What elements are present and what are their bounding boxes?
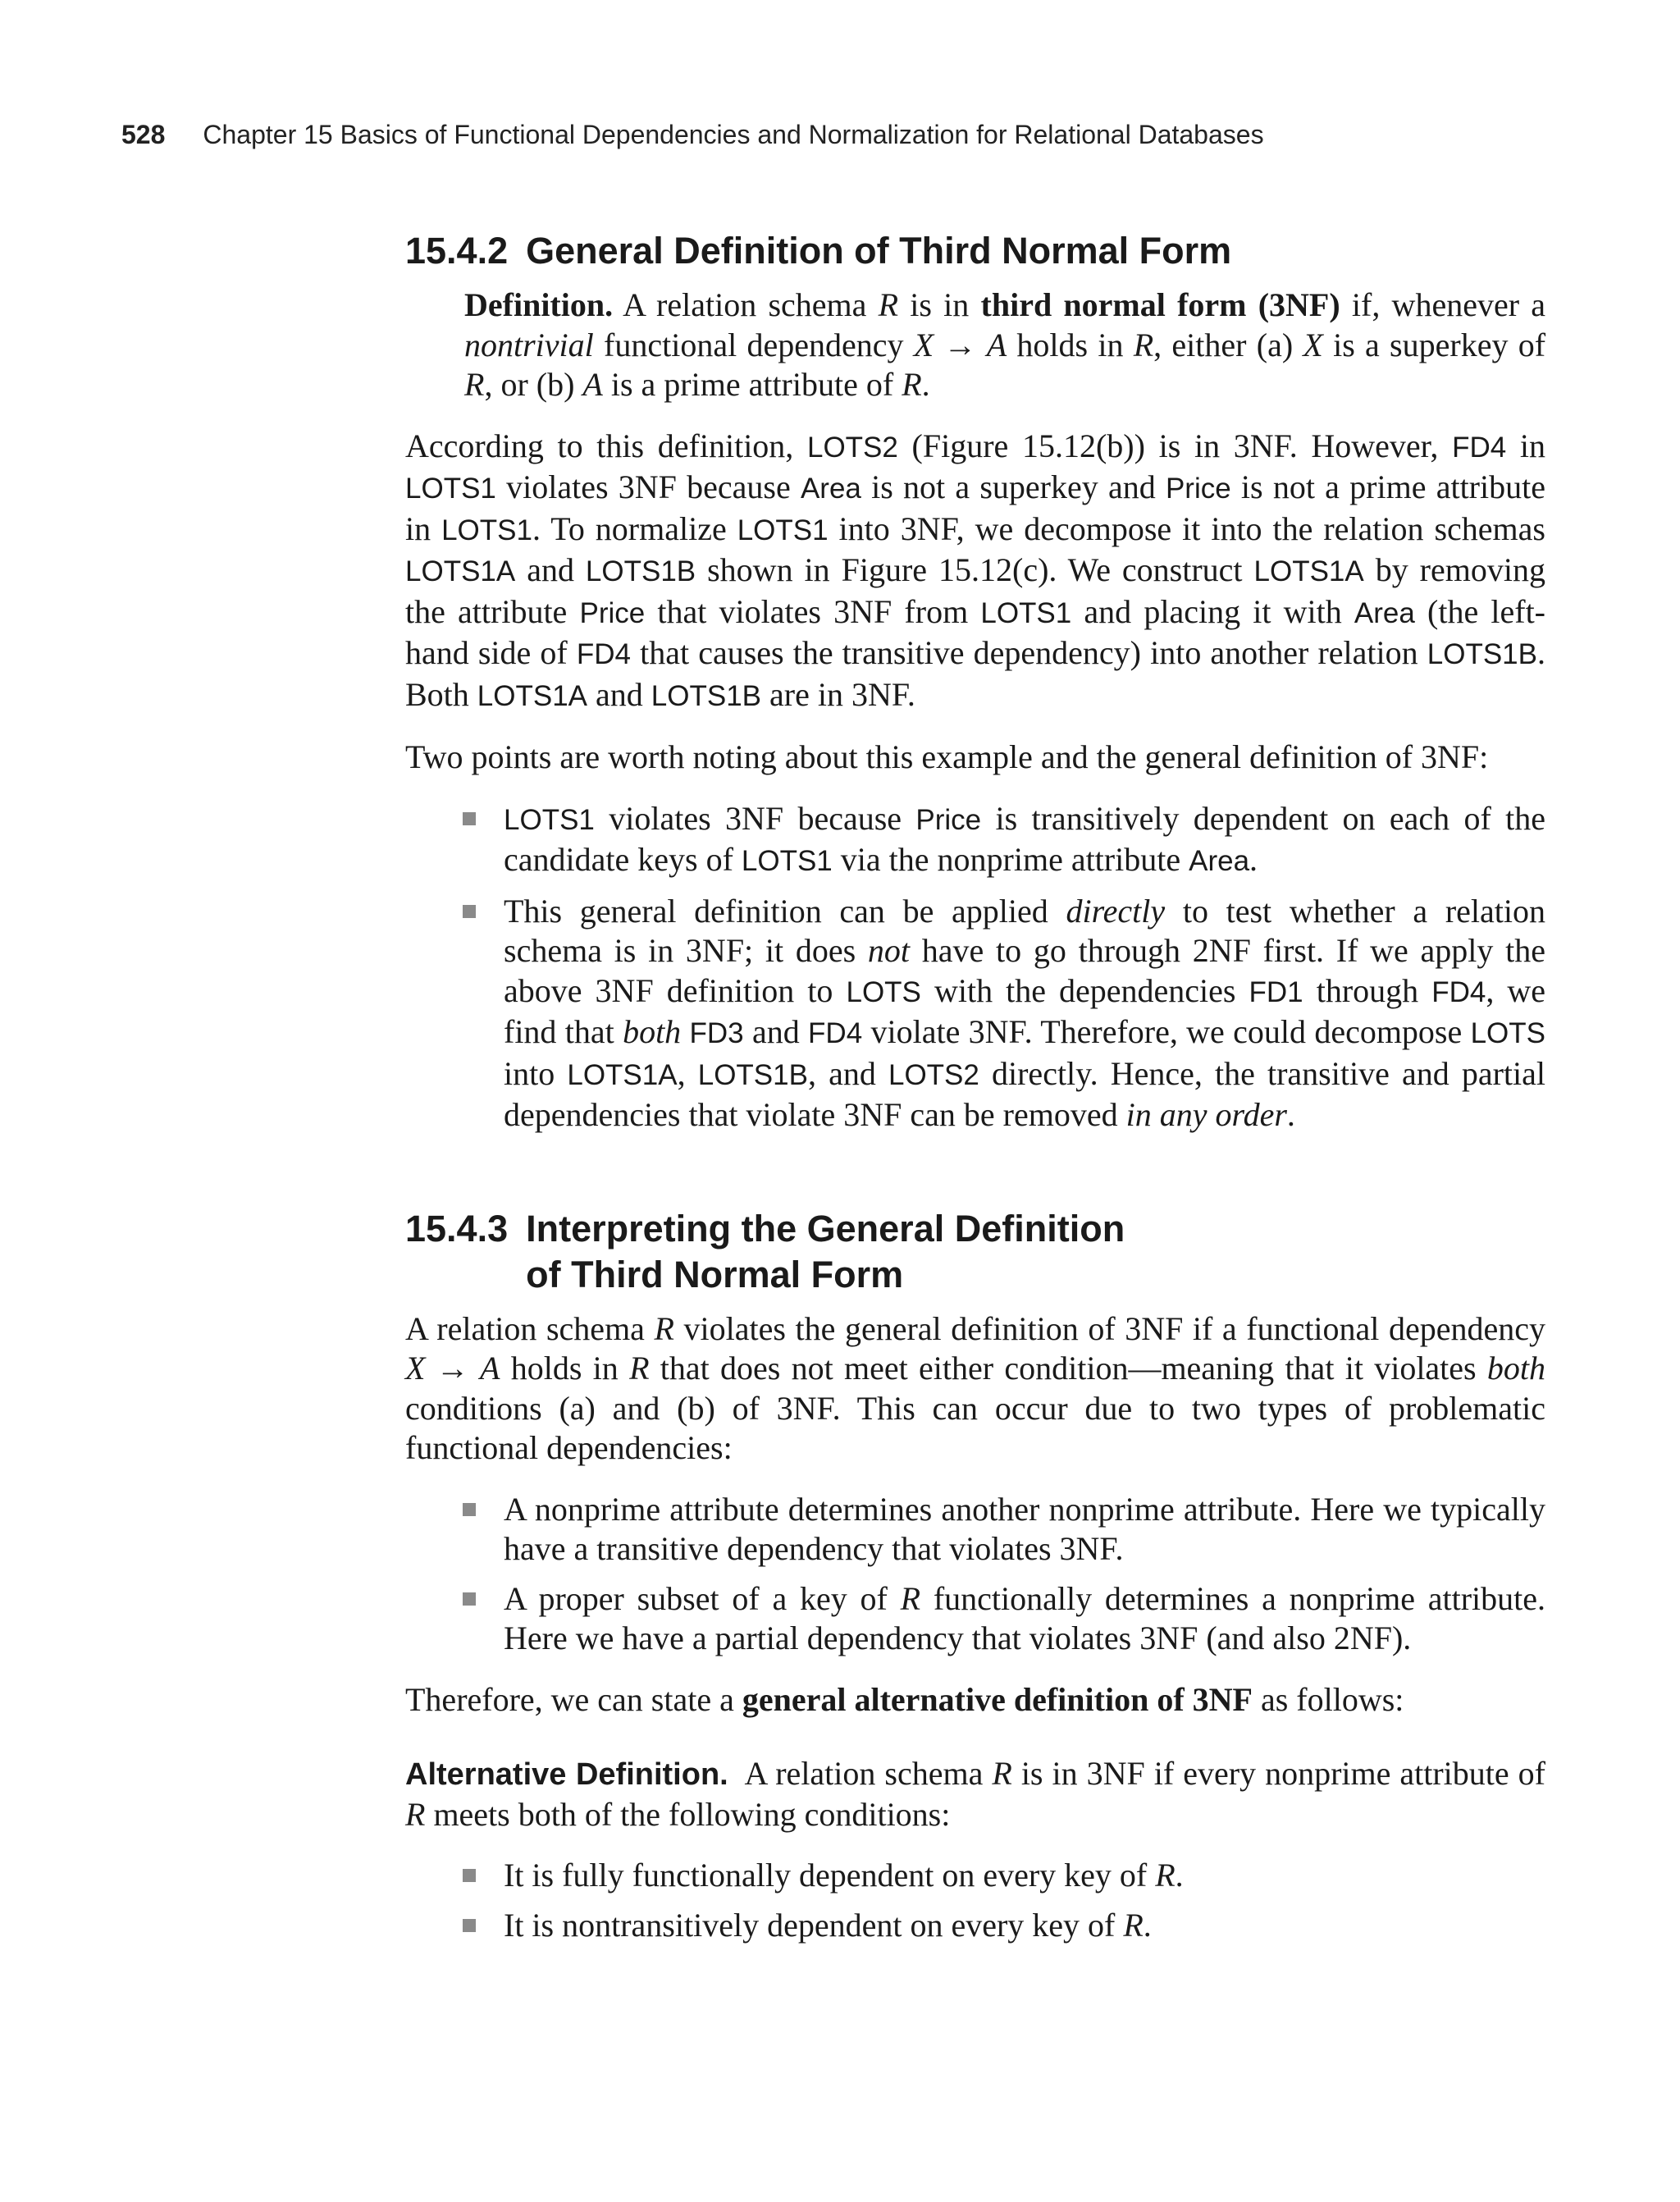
text: , <box>677 1054 698 1092</box>
text: are in 3NF. <box>761 675 915 713</box>
fd-name: FD4 <box>1452 431 1507 464</box>
text: directly. Hence, the transitive and partial dependencies that violate 3NF can be removed <box>504 1054 1545 1133</box>
text: violates the general definition of 3NF if a functional dependency <box>673 1309 1546 1347</box>
section-number: 15.4.2 <box>405 230 509 272</box>
text: violate 3NF. Therefore, we could decompose <box>862 1013 1471 1050</box>
text: violates 3NF because <box>495 468 801 505</box>
var-r: R <box>902 366 922 403</box>
bullet-list-alt-conditions <box>405 1856 1545 1945</box>
text: and <box>743 1013 809 1050</box>
text: and <box>515 551 586 588</box>
definition-3nf <box>405 286 1545 405</box>
text: . <box>1286 1096 1295 1133</box>
text: is a superkey of <box>1322 326 1546 363</box>
text: , or (b) <box>484 366 583 403</box>
text: This general definition can be applied <box>504 892 1066 930</box>
arrow-symbol: → <box>934 326 987 363</box>
section-heading-15-4-3 <box>405 1206 1545 1298</box>
var-r: R <box>900 1579 921 1617</box>
relation-name: LOTS1B <box>697 1058 808 1091</box>
text: in <box>1506 427 1545 464</box>
fd-name: FD4 <box>808 1017 863 1049</box>
text: into <box>504 1054 568 1092</box>
text: holds in <box>1007 326 1134 363</box>
var-x: X <box>1303 326 1323 363</box>
emphasis: both <box>623 1013 682 1050</box>
text: A relation schema <box>728 1755 993 1792</box>
var-r: R <box>878 286 899 323</box>
list-item: A nonprime attribute determines another nonprime attribute. Here we typically have a transitive dependency that violates 3NF. <box>504 1490 1545 1569</box>
term-alt-definition: general alternative definition of 3NF <box>742 1680 1253 1718</box>
paragraph-therefore <box>405 1680 1545 1720</box>
list-item <box>504 1579 1545 1659</box>
text: A relation schema <box>613 286 879 323</box>
running-header <box>121 120 1264 150</box>
attribute-name: Price <box>1165 473 1231 505</box>
text: According to this definition, <box>405 427 807 464</box>
attribute-name: Price <box>579 596 646 629</box>
text: into 3NF, we decompose it into the relation schemas <box>828 509 1545 547</box>
page-number: 528 <box>121 120 166 149</box>
attribute-name: Area <box>1354 596 1415 629</box>
text: that does not meet either condition—meaning that it violates <box>649 1350 1487 1387</box>
text: conditions (a) and (b) of 3NF. This can occur due to two types of problematic functional dependencies: <box>405 1389 1545 1466</box>
text: . <box>1143 1906 1152 1944</box>
text: violates 3NF because <box>594 799 916 837</box>
text: . <box>1175 1857 1184 1894</box>
relation-name: LOTS1A <box>405 555 516 587</box>
text: through <box>1303 971 1432 1009</box>
alt-definition-label: Alternative Definition. <box>405 1757 728 1792</box>
text: as follows: <box>1252 1680 1404 1718</box>
relation-name: LOTS2 <box>806 431 898 464</box>
relation-name: LOTS1A <box>1253 555 1364 587</box>
emphasis: nontrivial <box>464 326 594 363</box>
fd-name: FD4 <box>1431 975 1486 1008</box>
paragraph-lots-example <box>405 427 1545 717</box>
relation-name: LOTS2 <box>888 1058 979 1091</box>
var-x: X <box>405 1350 426 1387</box>
emphasis: not <box>867 932 911 969</box>
emphasis: both <box>1486 1350 1546 1387</box>
text: A relation schema <box>405 1309 655 1347</box>
relation-name: LOTS <box>846 975 921 1008</box>
text: to test whether a relation schema is in 3NF; it does <box>504 892 1545 969</box>
text: . Both <box>405 634 1545 713</box>
text: meets both of the following conditions: <box>425 1795 951 1833</box>
text: that violates 3NF from <box>645 592 981 630</box>
relation-name: LOTS1B <box>1427 638 1537 670</box>
fd-name: FD4 <box>576 638 631 670</box>
relation-name: LOTS1 <box>741 845 833 877</box>
var-r: R <box>1155 1857 1176 1894</box>
section-title: General Definition of Third Normal Form <box>526 230 1232 272</box>
text: Therefore, we can state a <box>405 1680 742 1718</box>
fd-name: FD1 <box>1249 975 1303 1008</box>
text: have to go through 2NF first. If we apply the above 3NF definition to <box>504 932 1545 1009</box>
emphasis: directly <box>1066 892 1166 930</box>
section-title <box>526 1206 1125 1298</box>
title-line: of Third Normal Form <box>526 1253 904 1295</box>
alternative-definition <box>405 1754 1545 1834</box>
text: holds in <box>500 1350 630 1387</box>
var-r: R <box>629 1350 650 1387</box>
title-line: Interpreting the General Definition <box>526 1207 1125 1249</box>
relation-name: LOTS1 <box>441 514 532 546</box>
var-x: X <box>913 326 934 363</box>
text: It is nontransitively dependent on every key of <box>504 1906 1124 1944</box>
list-item <box>504 1856 1545 1896</box>
text: is transitively dependent on each of the candidate keys of <box>504 799 1545 878</box>
text: by removing the attribute <box>405 551 1545 630</box>
page-body <box>405 228 1545 1955</box>
running-title: Chapter 15 Basics of Functional Dependencies and Normalization for Relational Databases <box>203 120 1264 149</box>
term-3nf: third normal form (3NF) <box>980 286 1340 323</box>
var-r: R <box>992 1755 1012 1792</box>
text: and <box>587 675 651 713</box>
relation-name: LOTS1B <box>585 555 696 587</box>
emphasis: in any order <box>1125 1096 1287 1133</box>
text: (Figure 15.12(b)) is in 3NF. However, <box>897 427 1453 464</box>
bullet-list-points <box>405 799 1545 1135</box>
relation-name: LOTS1B <box>651 679 762 712</box>
attribute-name: Price <box>915 803 982 836</box>
definition-label: Definition. <box>464 286 614 323</box>
var-a: A <box>986 326 1007 363</box>
var-r: R <box>464 366 485 403</box>
text: functionally determines a nonprime attribute. Here we have a partial dependency that violates 3NF (and also 2NF). <box>504 1579 1545 1656</box>
text: with the dependencies <box>920 971 1249 1009</box>
fd-name: FD3 <box>689 1017 744 1049</box>
section-number: 15.4.3 <box>405 1207 509 1249</box>
var-r: R <box>405 1795 426 1833</box>
text <box>681 1013 689 1050</box>
list-item <box>504 892 1545 1135</box>
section-heading-15-4-2 <box>405 228 1545 274</box>
relation-name: LOTS1 <box>504 803 595 836</box>
text: is a prime attribute of <box>602 366 902 403</box>
list-item <box>504 1906 1545 1946</box>
attribute-name: Area <box>1189 845 1250 877</box>
var-r: R <box>654 1309 674 1347</box>
text: . <box>921 366 930 403</box>
text: , and <box>807 1054 888 1092</box>
text: shown in Figure 15.12(c). We construct <box>696 551 1254 588</box>
var-r: R <box>1123 1906 1144 1944</box>
text: , we find that <box>504 971 1546 1050</box>
var-a: A <box>582 366 603 403</box>
text: and placing it with <box>1071 592 1354 630</box>
relation-name: LOTS <box>1470 1017 1545 1049</box>
relation-name: LOTS1A <box>567 1058 678 1091</box>
var-r: R <box>1133 326 1154 363</box>
text: is in <box>898 286 981 323</box>
text: if, whenever a <box>1340 286 1546 323</box>
text: is not a prime attribute in <box>405 468 1545 547</box>
text: that causes the transitive dependency) into another relation <box>630 634 1427 671</box>
relation-name: LOTS1A <box>477 679 588 712</box>
list-item <box>504 799 1545 882</box>
text: . To normalize <box>532 509 737 547</box>
text: A proper subset of a key of <box>504 1579 901 1617</box>
text: via the nonprime attribute <box>832 841 1189 878</box>
paragraph-two-points: Two points are worth noting about this example and the general definition of 3NF: <box>405 738 1489 775</box>
relation-name: LOTS1 <box>405 473 496 505</box>
arrow-symbol: → <box>425 1350 480 1387</box>
bullet-list-problematic <box>405 1490 1545 1659</box>
text: is in 3NF if every nonprime attribute of <box>1011 1755 1545 1792</box>
relation-name: LOTS1 <box>980 596 1072 629</box>
var-a: A <box>480 1350 500 1387</box>
text: It is fully functionally dependent on every key of <box>504 1857 1156 1894</box>
text: functional dependency <box>593 326 914 363</box>
text: is not a superkey and <box>861 468 1166 505</box>
relation-name: LOTS1 <box>737 514 829 546</box>
text: . <box>1249 841 1258 878</box>
text: , either (a) <box>1153 326 1303 363</box>
attribute-name: Area <box>800 473 861 505</box>
text: (the left-hand side of <box>405 592 1546 671</box>
paragraph-violates <box>405 1309 1545 1469</box>
